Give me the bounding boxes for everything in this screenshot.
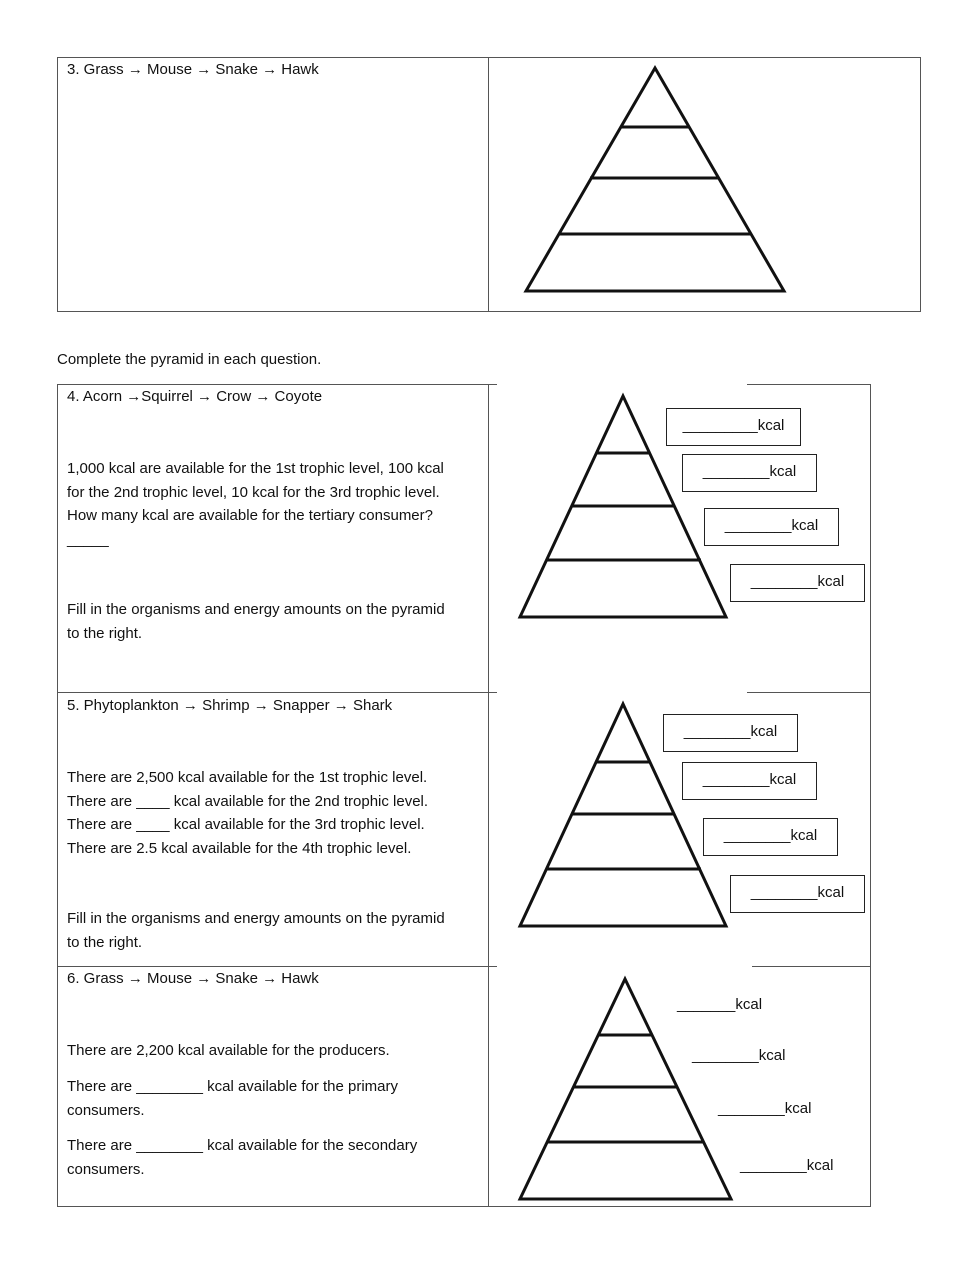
q6-title: 6. Grass → Mouse → Snake → Hawk bbox=[67, 970, 319, 987]
border-gap-q6 bbox=[497, 965, 752, 969]
q4-para1 bbox=[67, 457, 444, 551]
q5-kcal-box-1[interactable]: ________kcal bbox=[663, 714, 798, 752]
q4-kcal-box-1[interactable]: _________kcal bbox=[666, 408, 801, 446]
q6-kcal-label-1[interactable]: _______kcal bbox=[677, 996, 763, 1013]
q4-para1-line1: 1,000 kcal are available for the 1st trophic level, 100 kcal bbox=[67, 460, 444, 477]
q6-para3-line2: consumers. bbox=[67, 1160, 145, 1178]
q4-para1-line2: for the 2nd trophic level, 10 kcal for the 3rd trophic level. bbox=[67, 483, 440, 501]
q4-kcal-box-2[interactable]: ________kcal bbox=[682, 454, 817, 492]
q5-para1-line1: There are 2,500 kcal available for the 1st trophic level. bbox=[67, 769, 428, 786]
q4-title: 4. Acorn →Squirrel → Crow → Coyote bbox=[67, 388, 323, 405]
q6-para3-line1: There are ________ kcal available for the secondary bbox=[67, 1137, 418, 1154]
q5-para1 bbox=[67, 766, 428, 860]
border-gap-q4 bbox=[497, 382, 747, 386]
q3-table bbox=[57, 57, 921, 312]
q5-kcal-box-3[interactable]: ________kcal bbox=[703, 818, 838, 856]
q3-divider bbox=[488, 57, 489, 312]
q5-para1-line3: There are ____ kcal available for the 3rd trophic level. bbox=[67, 816, 425, 833]
q5-para2 bbox=[67, 907, 445, 954]
row-divider-4-5 bbox=[57, 692, 871, 693]
q5-para1-line4: There are 2.5 kcal available for the 4th trophic level. bbox=[67, 839, 412, 857]
q5-para2-line1: Fill in the organisms and energy amounts on the pyramid bbox=[67, 910, 445, 927]
q6-para2-line2: consumers. bbox=[67, 1101, 145, 1119]
q4-para1-line3: How many kcal are available for the tertiary consumer? bbox=[67, 507, 433, 524]
q6-kcal-label-2[interactable]: ________kcal bbox=[692, 1047, 786, 1064]
table-column-divider bbox=[488, 384, 489, 1207]
q4-kcal-box-4[interactable]: ________kcal bbox=[730, 564, 865, 602]
q3-title: 3. Grass → Mouse → Snake → Hawk bbox=[67, 61, 319, 78]
q4-para2-line1: Fill in the organisms and energy amounts on the pyramid bbox=[67, 601, 445, 618]
q6-para2 bbox=[67, 1075, 398, 1122]
q5-kcal-box-4[interactable]: ________kcal bbox=[730, 875, 865, 913]
q6-para2-line1: There are ________ kcal available for the primary bbox=[67, 1078, 399, 1095]
q6-para3 bbox=[67, 1134, 417, 1181]
q3-pyramid bbox=[520, 62, 790, 297]
q4-answer-blank[interactable]: _____ bbox=[67, 530, 109, 548]
instructions: Complete the pyramid in each question. bbox=[57, 351, 322, 368]
q5-title: 5. Phytoplankton → Shrimp → Snapper → Shark bbox=[67, 697, 393, 714]
q4-kcal-box-3[interactable]: ________kcal bbox=[704, 508, 839, 546]
q6-kcal-label-4[interactable]: ________kcal bbox=[740, 1157, 834, 1174]
border-gap-q5 bbox=[497, 691, 747, 695]
q6-line1: There are 2,200 kcal available for the producers. bbox=[67, 1042, 390, 1059]
q5-para2-line2: to the right. bbox=[67, 933, 143, 951]
q4-para2 bbox=[67, 598, 445, 645]
q5-para1-line2: There are ____ kcal available for the 2nd trophic level. bbox=[67, 792, 429, 810]
q5-kcal-box-2[interactable]: ________kcal bbox=[682, 762, 817, 800]
q4-para2-line2: to the right. bbox=[67, 624, 143, 642]
q6-kcal-label-3[interactable]: ________kcal bbox=[718, 1100, 812, 1117]
